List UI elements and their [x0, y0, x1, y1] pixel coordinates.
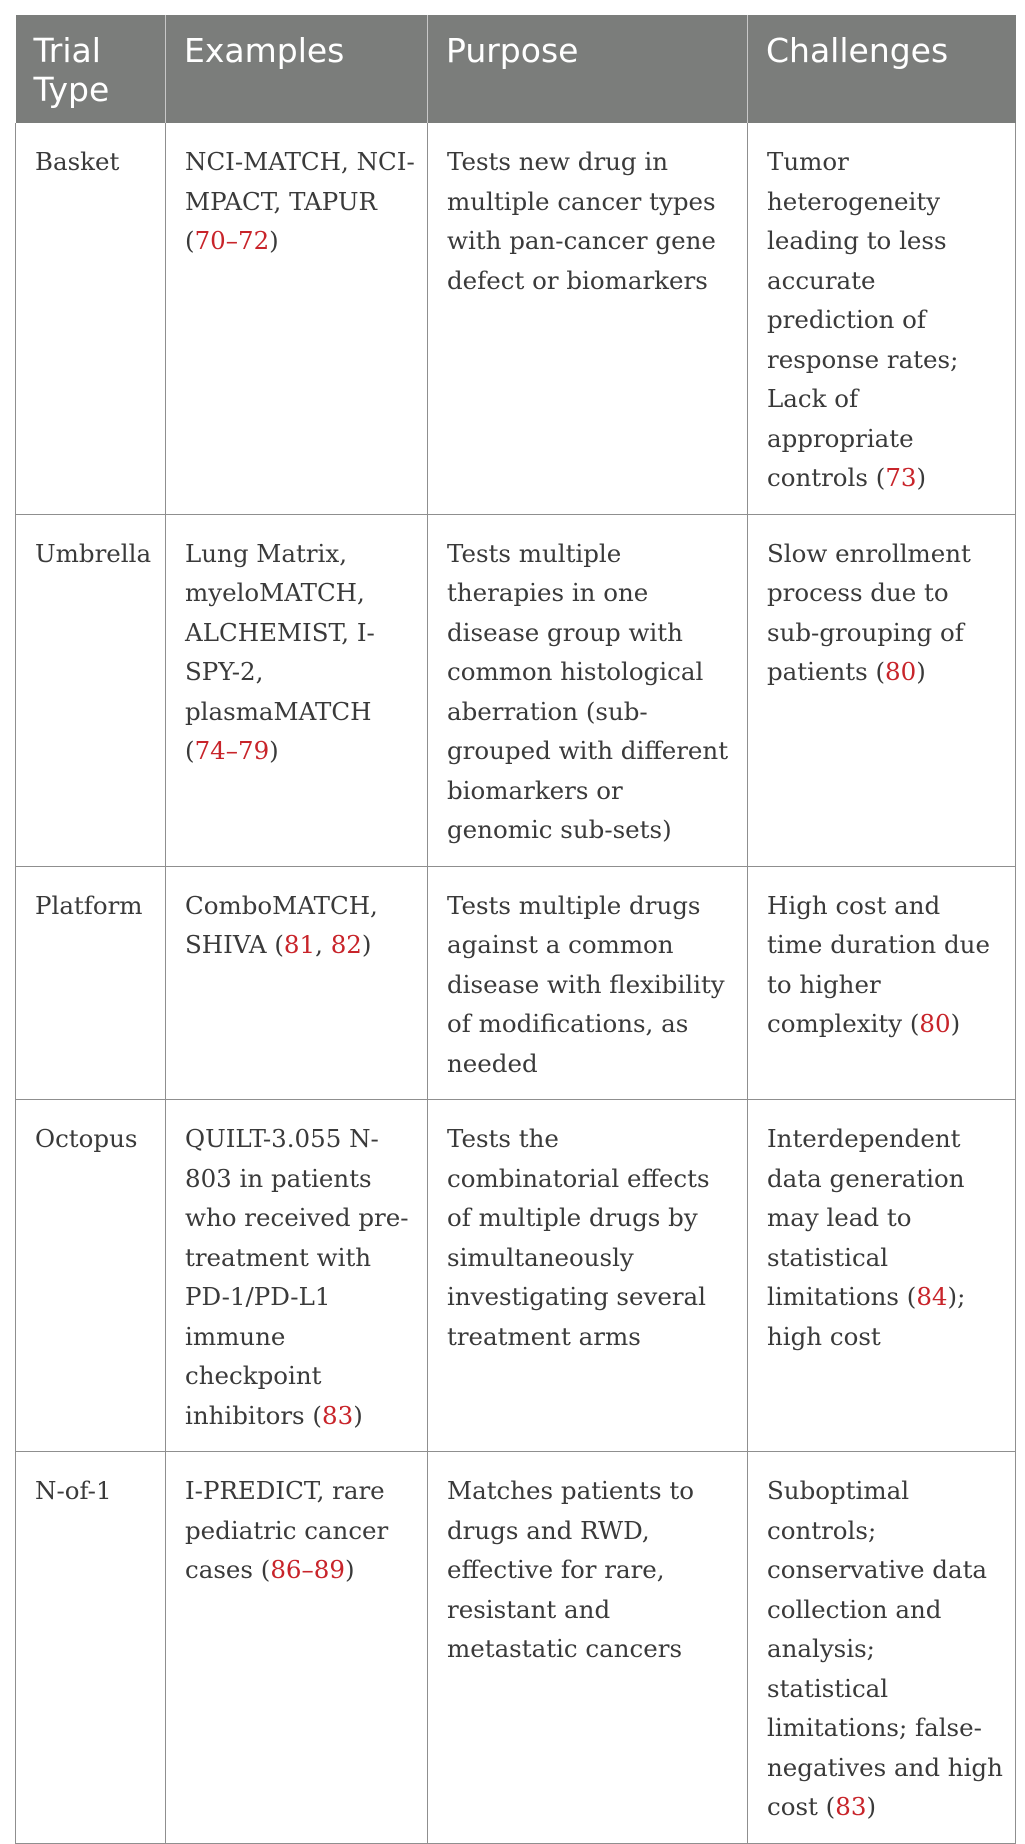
challenges-cell: Tumor heterogeneity leading to less accurate prediction of response rates; Lack of appropriate controls (73)	[748, 123, 1016, 514]
examples-cell: I-PREDICT, rare pediatric cancer cases (86–89)	[166, 1452, 428, 1844]
purpose-cell: Tests the combinatorial effects of multiple drugs by simultaneously investigating several treatment arms	[428, 1100, 748, 1452]
examples-text: QUILT-3.055 N-803 in patients who received pre-treatment with PD-1/PD-L1 immune checkpoint inhibitors	[185, 1124, 409, 1430]
challenges-text: Interdependent data generation may lead to statistical limitations	[767, 1124, 965, 1311]
examples-cell: QUILT-3.055 N-803 in patients who received pre-treatment with PD-1/PD-L1 immune checkpoint inhibitors (83)	[166, 1100, 428, 1452]
header-purpose: Purpose	[428, 15, 748, 123]
citation-link[interactable]: 81	[283, 930, 316, 959]
purpose-cell: Tests multiple therapies in one disease group with common histological aberration (sub-grouped with different biomarkers or genomic sub-sets)	[428, 514, 748, 866]
header-challenges: Challenges	[748, 15, 1016, 123]
citation-link[interactable]: 82	[330, 930, 362, 959]
challenges-cell: Interdependent data generation may lead to statistical limitations (84); high cost	[748, 1100, 1016, 1452]
challenges-text-after: ; high cost	[767, 1282, 966, 1351]
challenges-text: High cost and time duration due to higher complexity	[767, 890, 990, 1038]
table-header	[16, 15, 1016, 123]
citation-link[interactable]: 73	[885, 463, 917, 492]
challenges-text: Tumor heterogeneity leading to less accurate prediction of response rates; Lack of appropriate controls	[767, 147, 959, 492]
challenges-cell: Suboptimal controls; conservative data collection and analysis; statistical limitations; false-negatives and high cost (83)	[748, 1452, 1016, 1844]
header-row	[16, 15, 1016, 123]
header-trial-type: Trial Type	[16, 15, 166, 123]
citation-link[interactable]: 70–72	[194, 226, 270, 255]
trial-type-cell: Octopus	[16, 1100, 166, 1452]
trial-type-cell: Basket	[16, 123, 166, 514]
citation-link[interactable]: 80	[919, 1009, 951, 1038]
citation-link[interactable]: 80	[885, 657, 917, 686]
table-row	[16, 123, 1016, 514]
table-row	[16, 514, 1016, 866]
examples-cell: NCI-MATCH, NCI-MPACT, TAPUR (70–72)	[166, 123, 428, 514]
citation-link[interactable]: 74–79	[194, 736, 270, 765]
trial-type-cell: N-of-1	[16, 1452, 166, 1844]
purpose-cell: Matches patients to drugs and RWD, effective for rare, resistant and metastatic cancers	[428, 1452, 748, 1844]
citation-link[interactable]: 84	[916, 1282, 948, 1311]
trial-types-table	[15, 15, 1016, 1844]
trial-type-cell: Umbrella	[16, 514, 166, 866]
examples-cell: Lung Matrix, myeloMATCH, ALCHEMIST, I-SPY-2, plasmaMATCH (74–79)	[166, 514, 428, 866]
trial-type-cell: Platform	[16, 866, 166, 1100]
challenges-text: Suboptimal controls; conservative data collection and analysis; statistical limitations; false-negatives and high cost	[767, 1476, 1003, 1821]
citation-link[interactable]: 83	[322, 1400, 354, 1430]
header-examples: Examples	[166, 15, 428, 123]
purpose-cell: Tests new drug in multiple cancer types with pan-cancer gene defect or biomarkers	[428, 123, 748, 514]
table-body	[16, 123, 1016, 1843]
examples-text: NCI-MATCH, NCI-MPACT, TAPUR	[185, 147, 415, 216]
challenges-cell: High cost and time duration due to higher complexity (80)	[748, 866, 1016, 1100]
purpose-cell: Tests multiple drugs against a common disease with flexibility of modifications, as needed	[428, 866, 748, 1100]
examples-text: Lung Matrix, myeloMATCH, ALCHEMIST, I-SPY-2, plasmaMATCH	[185, 538, 375, 726]
table-row	[16, 866, 1016, 1100]
challenges-cell: Slow enrollment process due to sub-grouping of patients (80)	[748, 514, 1016, 866]
examples-cell: ComboMATCH, SHIVA (81, 82)	[166, 866, 428, 1100]
examples-text: ComboMATCH, SHIVA	[185, 890, 378, 959]
challenges-text: Slow enrollment process due to sub-grouping of patients	[767, 538, 971, 686]
table-row	[16, 1100, 1016, 1452]
citation-link[interactable]: 83	[835, 1792, 867, 1821]
citation-link[interactable]: 86–89	[270, 1555, 345, 1584]
table-row	[16, 1452, 1016, 1844]
examples-text: I-PREDICT, rare pediatric cancer cases	[185, 1476, 389, 1584]
